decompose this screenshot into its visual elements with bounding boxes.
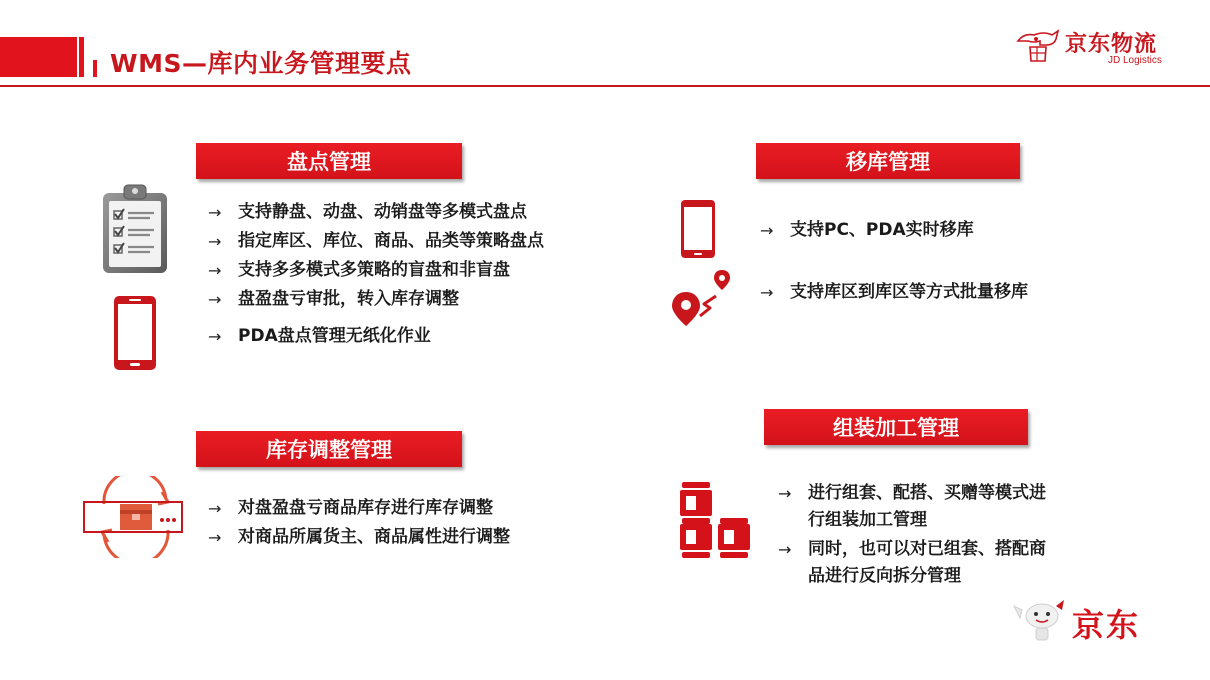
list-item: → 支持PC、PDA实时移库 <box>754 216 1028 245</box>
arrow-right-icon: → <box>778 540 792 559</box>
footer-logo-text: 京东 <box>1072 606 1141 644</box>
jd-footer-logo <box>1012 598 1162 644</box>
adjustment-list <box>202 494 510 552</box>
arrow-right-icon: → <box>208 232 222 251</box>
section-title-adjustment: 库存调整管理 <box>196 431 462 467</box>
mobile-phone-icon <box>112 294 158 372</box>
logo-text-en: JD Logistics <box>1108 55 1162 66</box>
jd-dog-logo-icon <box>1010 27 1062 71</box>
list-item: → 对盘盈盘亏商品库存进行库存调整 <box>202 494 510 523</box>
inventory-count-list <box>202 198 544 351</box>
jd-logistics-logo <box>1010 27 1190 73</box>
transfer-list <box>754 216 1028 307</box>
list-item: → 支持静盘、动盘、动销盘等多模式盘点 <box>202 198 544 227</box>
section-title-transfer: 移库管理 <box>756 143 1020 179</box>
section-title-inventory-count: 盘点管理 <box>196 143 462 179</box>
list-item: → 进行组套、配搭、买赠等模式进 行组装加工管理 <box>772 480 1046 534</box>
header-divider <box>0 85 1210 87</box>
assembly-list <box>772 480 1046 590</box>
list-item: → 支持库区到库区等方式批量移库 <box>754 278 1028 307</box>
list-item: → 对商品所属货主、商品属性进行调整 <box>202 523 510 552</box>
box-cycle-icon <box>82 476 190 558</box>
section-title-assembly: 组装加工管理 <box>764 409 1028 445</box>
route-map-pin-icon <box>670 268 732 326</box>
arrow-right-icon: → <box>778 484 792 503</box>
checklist-clipboard-icon <box>100 183 170 275</box>
stacked-blocks-icon <box>678 480 752 560</box>
arrow-right-icon: → <box>208 499 222 518</box>
header-accent-bar-small <box>93 60 97 77</box>
arrow-right-icon: → <box>760 283 774 302</box>
arrow-right-icon: → <box>760 221 774 240</box>
arrow-right-icon: → <box>208 528 222 547</box>
jd-dog-mascot-icon <box>1012 598 1068 644</box>
mobile-phone-icon <box>680 199 716 259</box>
list-item: → 同时，也可以对已组套、搭配商 品进行反向拆分管理 <box>772 536 1046 590</box>
header-accent-bar <box>79 37 84 77</box>
list-item: → PDA盘点管理无纸化作业 <box>202 322 544 351</box>
page-title: WMS—库内业务管理要点 <box>110 49 412 78</box>
arrow-right-icon: → <box>208 290 222 309</box>
list-item: → 盘盈盘亏审批，转入库存调整 <box>202 285 544 314</box>
arrow-right-icon: → <box>208 261 222 280</box>
logo-text-cn: 京东物流 <box>1065 32 1158 57</box>
arrow-right-icon: → <box>208 327 222 346</box>
list-item: → 指定库区、库位、商品、品类等策略盘点 <box>202 227 544 256</box>
arrow-right-icon: → <box>208 203 222 222</box>
list-item: → 支持多多模式多策略的盲盘和非盲盘 <box>202 256 544 285</box>
header-accent-block <box>0 37 77 77</box>
